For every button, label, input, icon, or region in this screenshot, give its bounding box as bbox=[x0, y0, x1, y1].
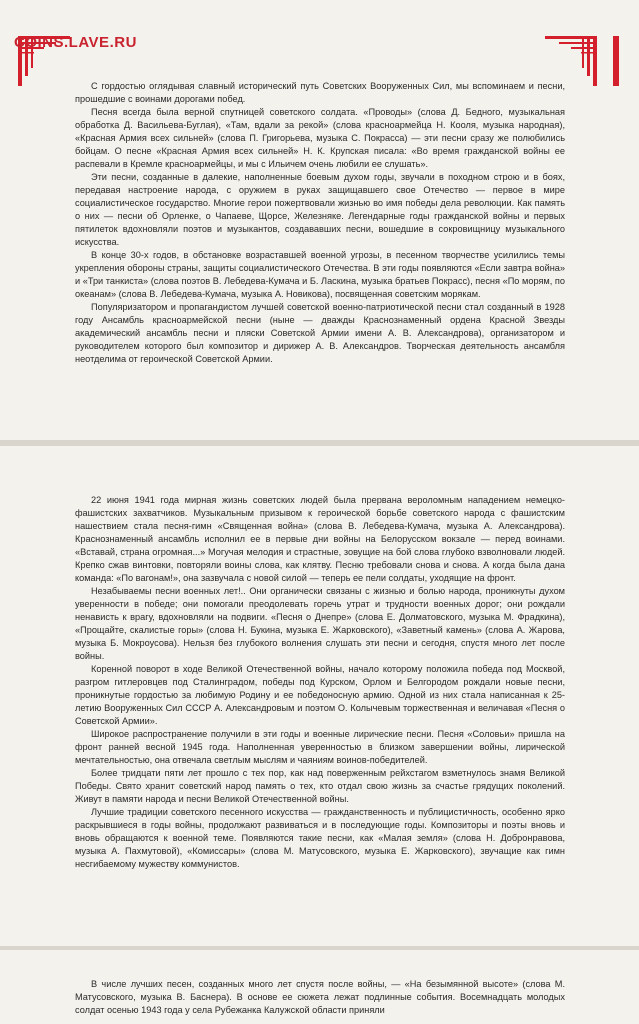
paragraph: Коренной поворот в ходе Великой Отечественной войны, начало которому положила победа под Москвой, разгром гитлеровцев под Сталинградом, победы под Курском, Орлом и Белгородом рождали новые песни, проникнутые гордостью за любимую Родину и ее победоносную армию. Одной из них стала написанная к 25-летию Вооруженных Сил СССР А. Александровым и поэтом О. Колычевым торжественная и величавая «Песня о Советской Армии». bbox=[75, 664, 565, 726]
paragraph: Песня всегда была верной спутницей советского солдата. «Проводы» (слова Д. Бедного, музыкальная обработка Д. Васильева-Буглая), «Там, вдали за рекой» (слова красноармейца Н. Кооля, музыка народная), «Красная Армия всех сильней» (слова П. Григорьева, музыка С. Покрасса) — эти песни сразу же полюбились бойцам. О песне «Красная Армия всех сильней» Н. К. Крупская писала: «Во время гражданской войны ее распевали в Кремле красноармейцы, и мы с Ильичем очень любили ее слушать». bbox=[75, 107, 565, 169]
panel-1-text bbox=[75, 80, 565, 366]
panel-2-text bbox=[75, 494, 565, 871]
paragraph: В числе лучших песен, созданных много лет спустя после войны, — «На безымянной высоте» (слова М. Матусовского, музыка В. Баснера). В основе ее сюжета лежат подлинные события. Восемнадцать молодых солдат осенью 1943 года у села Рубежанка Калужской области приняли bbox=[75, 979, 565, 1015]
paragraph: Эти песни, созданные в далекие, наполненные боевым духом годы, звучали в походном строю и в боях, передавая настроение народа, с оружием в руках защищавшего свое Отечество — первое в мире социалистическое государство. Многие герои пожертвовали жизнью во имя победы дела революции. Как память о них — песни об Орленке, о Чапаеве, Щорсе, Железняке. Легендарные годы гражданской войны и первых пятилеток вдохновляли поэтов и музыкантов, создававших песни, вошедшие в сокровищницу музыкального искусства. bbox=[75, 172, 565, 247]
paragraph: В конце 30-х годов, в обстановке возраставшей военной угрозы, в песенном творчестве усилились темы укрепления обороны страны, защиты социалистического Отечества. В эти годы появляются «Если завтра война» и «Три танкиста» (слова поэтов В. Лебедева-Кумача и Б. Ласкина, музыка братьев Покрасс), песня «По морям, по океанам» (слова В. Лебедева-Кумача, музыка А. Новикова), посвященная советским морякам. bbox=[75, 250, 565, 299]
paragraph: Популяризатором и пропагандистом лучшей советской военно-патриотической песни стал созданный в 1928 году Ансамбль красноармейской песни (ныне — дважды Краснознаменный ордена Красной Звезды академический ансамбль песни и пляски Советской Армии имени А. В. Александрова), организатором и руководителем которого был композитор и дирижер А. В. Александров. Творческая деятельность ансамбля неотделима от героической Советской Армии. bbox=[75, 302, 565, 364]
leaflet-panel-3 bbox=[0, 950, 639, 1024]
paragraph: 22 июня 1941 года мирная жизнь советских людей была прервана вероломным нападением немецко-фашистских захватчиков. Музыкальным призывом к героической борьбе советского народа с фашистским нашествием стала песня-гимн «Священная война» (слова В. Лебедева-Кумача, музыка А. Александрова). Краснознаменный ансамбль исполнил ее в первые дни войны на Белорусском вокзале — перед воинами. «Вставай, страна огромная...» Могучая мелодия и страстные, зовущие на бой слова глубоко взволновали людей. Крепко сжав винтовки, повторяли воины слова, как клятву. Песню требовали снова и снова. А когда была дана команда: «По вагонам!», она зазвучала с новой силой — теперь ее пели солдаты, уходящие на фронт. bbox=[75, 495, 565, 583]
leaflet-panel-2 bbox=[0, 446, 639, 946]
paragraph: Более тридцати пяти лет прошло с тех пор, как над поверженным рейхстагом взметнулось знамя Великой Победы. Свято хранит советский народ память о тех, кто отдал свою жизнь за счастье грядущих поколений. Живут в памяти народа и песни Великой Отечественной войны. bbox=[75, 768, 565, 804]
leaflet-panel-1 bbox=[0, 0, 639, 440]
stripes-icon bbox=[537, 36, 597, 86]
red-edge-bar bbox=[613, 36, 619, 86]
red-stripes-ornament-right bbox=[537, 36, 597, 86]
paragraph: С гордостью оглядывая славный исторический путь Советских Вооруженных Сил, мы вспоминаем и песни, прошедшие с воинами дорогами побед. bbox=[75, 81, 565, 104]
paragraph: Широкое распространение получили в эти годы и военные лирические песни. Песня «Соловьи» пришла на фронт ранней весной 1945 года. Наполненная уверенностью в близком завершении войны, лирической мечтательностью, она отвечала светлым мыслям и чаяниям воинов-победителей. bbox=[75, 729, 565, 765]
paragraph: Лучшие традиции советского песенного искусства — гражданственность и публицистичность, особенно ярко раскрывшиеся в годы войны, продолжают развиваться и в последующие годы. Композиторы и поэты вновь и вновь обращаются к военной теме. Появляются такие песни, как «Малая земля» (слова Н. Добронравова, музыка А. Пахмутовой), «Комиссары» (слова М. Матусовского, музыка Е. Жарковского), звучащие как гимн несгибаемому мужеству коммунистов. bbox=[75, 807, 565, 869]
paragraph: Незабываемы песни военных лет!.. Они органически связаны с жизнью и болью народа, проникнуты духом уверенности в победе; они помогали преодолевать горечь утрат и трудности военных дорог; они рождали ненависть к врагу, вдохновляли на подвиги. «Песня о Днепре» (слова Е. Долматовского, музыка М. Фрадкина), «Прощайте, скалистые горы» (слова Н. Букина, музыка Е. Жарковского), «Заветный камень» (слова А. Жарова, музыка Б. Мокроусова). Нельзя без глубокого волнения слушать эти песни и сегодня, спустя много лет после войны. bbox=[75, 586, 565, 661]
watermark: COINS.LAVE.RU bbox=[14, 34, 137, 51]
panel-3-text bbox=[75, 978, 565, 1017]
